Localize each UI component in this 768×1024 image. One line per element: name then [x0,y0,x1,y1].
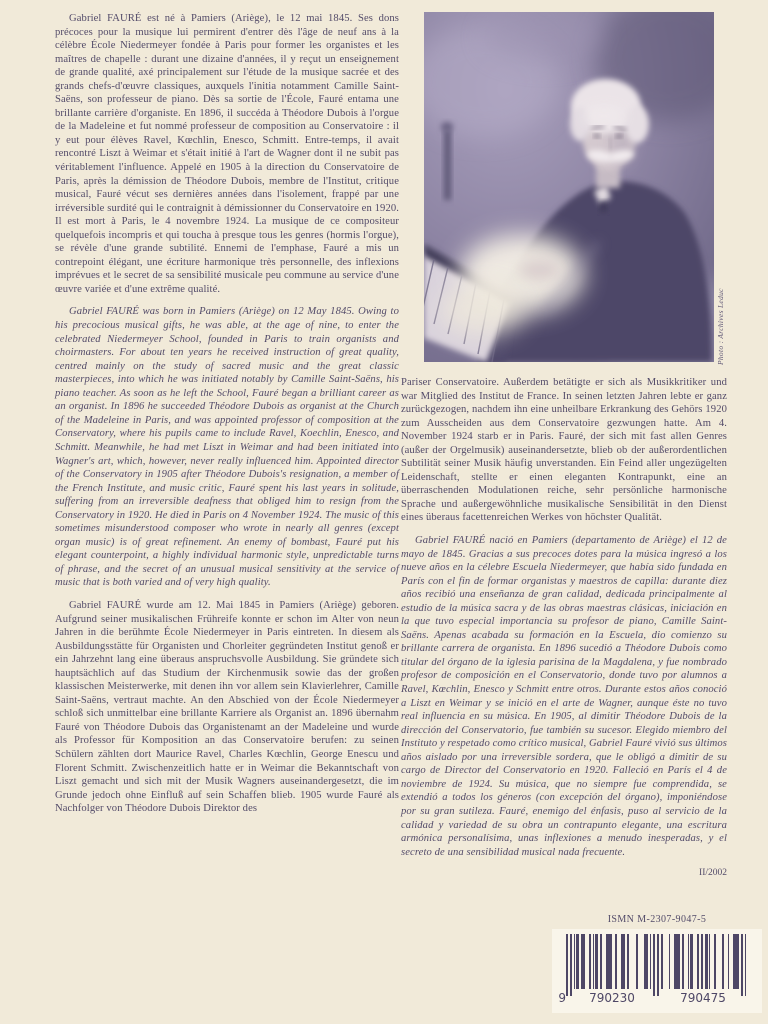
ismn-number: ISMN M-2307-9047-5 [607,914,707,925]
right-text-column [401,376,727,878]
paragraph-french: Gabriel FAURÉ est né à Pamiers (Ariège), le 12 mai 1845. Ses dons précoces pour la musique lui permirent d'entrer dès l'âge de neuf ans à la célèbre École Niedermeyer fondée à Paris pour former les organistes et les maîtres de chapelle : durant une dizaine d'années, il y reçut un enseignement de grande qualité, axé principalement sur l'étude de la musique sacrée et des grands chefs-d'œuvre classiques, auxquels l'initia notamment Camille Saint-Saëns, son professeur de piano. Dès sa sortie de l'École, Fauré entama une brillante carrière d'organiste. En 1896, il succéda à Théodore Dubois à l'orgue de la Madeleine et fut nommé professeur de composition au Conservatoire : il y eut pour élèves Ravel, Kœchlin, Enesco, Schmitt. Entre-temps, il avait rencontré Liszt à Weimar et s'était initié à l'art de Wagner dont il ne subit pas véritablement l'influence. Appelé en 1905 à la direction du Conservatoire de Paris, après la démission de Théodore Dubois, membre de l'Institut, critique musical, Fauré vécut ses dernières années dans l'isolement, frappé par une irréversible surdité qui le contraignit à démissionner du Conservatoire en 1920. Il est mort à Paris, le 4 novembre 1924. La musique de ce compositeur quelquefois incompris et qui toucha à presque tous les genres (hormis l'orgue), se révèle d'une grande subtilité. Ennemi de l'emphase, Fauré a mis un contrepoint élégant, une écriture harmonique très personnelle, des inflexions imprévues et le secret de sa sensibilité musicale peu commune au service d'une œuvre variée et d'une extrême qualité. [55,13,399,295]
paragraph-english: Gabriel FAURÉ was born in Pamiers (Ariège) on 12 May 1845. Owing to his precocious musical gifts, he was able, at the age of nine, to enter the celebrated Niedermeyer School, founded in Paris to train organists and choirmasters. For about ten years he received instruction of great quality, centred mainly on the study of sacred music and the great classic masterpieces, into which he was initiated notably by Camille Saint-Saëns, his piano teacher. As soon as he left the School, Fauré began a brilliant career as an organist. In 1896 he succeeded Théodore Dubois as organist at the Church of the Madeleine in Paris, and was appointed professor of composition at the Conservatory, where his pupils came to include Ravel, Koechlin, Enesco, and Schmitt. Meanwhile, he had met Liszt in Weimar and had been initiated into Wagner's art, which, however, never really influenced him. Appointed director of the Conservatory in 1905 after Théodore Dubois's resignation, a member of the French Institute, and music critic, Fauré spent his last years in solitude, suffering from an irreversible deafness that obliged him to resign from the Conservatory in 1920. He died in Paris on 4 November 1924. The music of this sometimes misunderstood composer who wrote in nearly all genres (except organ music) is of great refinement. An enemy of bombast, Fauré put his elegant counterpoint, a highly individual harmonic style, unpredictable turns of phrase, and the secret of an unusual musical sensitivity at the service of music that is both varied and of very high quality. [55,306,399,589]
paragraph-spanish: Gabriel FAURÉ nació en Pamiers (departamento de Ariège) el 12 de mayo de 1845. Gracias a sus precoces dotes para la música ingresó a los nueve años en la célebre Escuela Niedermeyer, que había sido fundada en París con el fin de formar organistas y maestros de capilla: durante diez años recibió una enseñanza de gran calidad, dedicada principalmente al estudio de la música sacra y de las obras maestras clásicas, iniciación en la que tuvo especial importancia su profesor de piano, Camille Saint-Saëns. Apenas acabada su formación en la Escuela, dio comienzo su brillante carrera de organista. En 1896 sucedió a Théodore Dubois como titular del órgano de la iglesia parisina de la Magdalena, y fue nombrado profesor de composición en el Conservatorio, donde tuvo por alumnos a Ravel, Kœchlin, Enesco y Schmitt entre otros. Durante estos años conoció a Liszt en Weimar y se inició en el arte de Wagner, aunque éste no tuvo real influencia en su música. En 1905, al dimitir Théodore Dubois de la dirección del Conservatorio, fue también su sucesor. Elegido miembro del Instituto y respetado como crítico musical, Gabriel Fauré vivió sus últimos años aislado por una irreversible sordera, que le obligó a dimitir de su cargo de Director del Conservatorio en 1920. Falleció en París el 4 de noviembre de 1924. Su música, que no siempre fue comprendida, se extendió a todos los géneros (con excepción del órgano), imponiéndose por su gran sutileza. Fauré, enemigo del énfasis, puso al servicio de la calidad y variedad de su obra un contrapunto elegante, una escritura armónica personalísima, unas inflexiones a menudo inesperadas, y el secreto de una sensibilidad musical nada frecuente. [401,535,727,858]
paragraph-german-part2: Pariser Conservatoire. Außerdem betätigte er sich als Musikkritiker und war Mitglied des Institut de France. In seinen letzten Jahren lebte er ganz zurückgezogen, nachdem ihn eine unheilbare Erkrankung des Gehörs 1920 zum Ausscheiden aus dem Conservatoire gezwungen hatte. Am 4. November 1924 starb er in Paris. Fauré, der sich mit fast allen Genres (außer der Orgelmusik) auseinandersetzte, blieb ob der außerordentlichen Subtilität seiner Musik häufig unverstanden. Ein Feind aller ungezügelten Leidenschaft, stellte er einen eleganten Kontrapunkt, eine an überraschenden Modulationen reiche, sehr persönliche harmonische Sprache und außergewöhnliche musikalische Sensibilität in den Dienst eines überaus facettenreichen Werkes von höchster Qualität. [401,377,727,524]
edition-code: II/2002 [699,868,727,879]
barcode-group1: 790230 [589,991,635,1005]
paragraph-german-part1: Gabriel FAURÉ wurde am 12. Mai 1845 in Pamiers (Ariège) geboren. Aufgrund seiner musikalischen Frühreife konnte er schon im Alter von neun Jahren in die berühmte École Niedermeyer in Paris eintreten. In diesem als Ausbildungsstätte für Organisten und Chorleiter gegründeten Institut genoß er ein Jahrzehnt lang eine überaus anspruchsvolle Ausbildung. Sie gründete sich hauptsächlich auf das Studium der Kirchenmusik sowie das der großen klassischen Meisterwerke, mit denen ihn vor allem sein Klavierlehrer, Camille Saint-Saëns, vertraut machte. An den Abschied von der École Niedermeyer schloß sich unmittelbar eine brillante Karriere als Organist an. 1896 übernahm Fauré von Théodore Dubois das Organistenamt an der Madeleine und wurde als Professor für Komposition an das Conservatoire berufen: zu seinen Schülern zählten dort Maurice Ravel, Charles Kœchlin, George Enescu und Florent Schmitt. Zwischenzeitlich hatte er in Weimar die Bekanntschaft von Liszt gemacht und sich mit der Musik Wagners auseinandergesetzt, die im Grunde jedoch ohne Einfluß auf sein Schaffen blieb. 1905 wurde Fauré als Nachfolger von Théodore Dubois Direktor des [55,599,399,815]
barcode-group2: 790475 [680,991,726,1005]
barcode-digits [552,991,762,1005]
barcode-lead-digit: 9 [558,991,566,1005]
barcode [552,929,762,1013]
faure-photo-illustration [424,12,714,362]
photo-credit: Photo : Archives Leduc [716,288,725,365]
left-text-column [55,12,399,825]
faure-portrait-photo [424,12,714,362]
barcode-bars [566,934,748,996]
